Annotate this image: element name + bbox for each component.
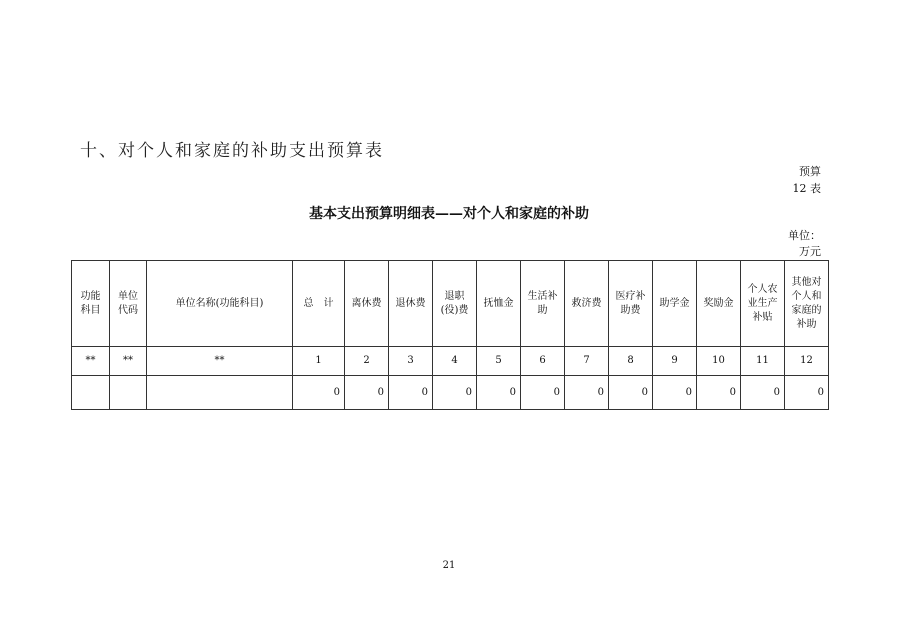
data-cell: 0 xyxy=(565,376,609,410)
header-cell: 助学金 xyxy=(653,261,697,347)
header-cell: 退职 (役)费 xyxy=(433,261,477,347)
code-cell: 8 xyxy=(609,347,653,376)
table-number-line2: 12 表 xyxy=(792,182,821,195)
data-cell: 0 xyxy=(293,376,345,410)
data-cell xyxy=(110,376,147,410)
code-cell: ** xyxy=(110,347,147,376)
code-cell: 2 xyxy=(345,347,389,376)
table-row xyxy=(72,376,829,410)
code-cell: 11 xyxy=(741,347,785,376)
code-cell: 9 xyxy=(653,347,697,376)
header-row xyxy=(72,261,829,347)
code-cell: 10 xyxy=(697,347,741,376)
page-number: 21 xyxy=(442,560,456,571)
data-cell: 0 xyxy=(389,376,433,410)
data-cell: 0 xyxy=(741,376,785,410)
data-cell: 0 xyxy=(477,376,521,410)
header-cell: 总 计 xyxy=(293,261,345,347)
section-heading: 十、对个人和家庭的补助支出预算表 xyxy=(80,141,384,161)
data-cell: 0 xyxy=(653,376,697,410)
header-cell: 退休费 xyxy=(389,261,433,347)
code-cell: 3 xyxy=(389,347,433,376)
data-cell: 0 xyxy=(609,376,653,410)
data-cell: 0 xyxy=(345,376,389,410)
table-number-line1: 预算 xyxy=(799,165,821,178)
code-cell: 6 xyxy=(521,347,565,376)
header-cell: 其他对 个人和 家庭的 补助 xyxy=(785,261,829,347)
code-row xyxy=(72,347,829,376)
code-cell: ** xyxy=(72,347,110,376)
data-cell xyxy=(147,376,293,410)
header-cell: 单位名称(功能科目) xyxy=(147,261,293,347)
unit-label-line1: 单位： xyxy=(788,229,821,242)
code-cell: 5 xyxy=(477,347,521,376)
code-cell: 4 xyxy=(433,347,477,376)
header-cell: 离休费 xyxy=(345,261,389,347)
budget-table xyxy=(71,260,829,410)
data-cell: 0 xyxy=(697,376,741,410)
table-title: 基本支出预算明细表——对个人和家庭的补助 xyxy=(309,206,589,222)
header-cell: 功能 科目 xyxy=(72,261,110,347)
code-cell: 1 xyxy=(293,347,345,376)
header-cell: 奖励金 xyxy=(697,261,741,347)
data-cell: 0 xyxy=(785,376,829,410)
unit-label-line2: 万元 xyxy=(799,245,821,258)
data-cell: 0 xyxy=(433,376,477,410)
header-cell: 医疗补 助费 xyxy=(609,261,653,347)
code-cell: 7 xyxy=(565,347,609,376)
code-cell: 12 xyxy=(785,347,829,376)
unit-label xyxy=(788,228,821,260)
header-cell: 生活补 助 xyxy=(521,261,565,347)
header-cell: 救济费 xyxy=(565,261,609,347)
header-cell: 个人农 业生产 补贴 xyxy=(741,261,785,347)
header-cell: 抚恤金 xyxy=(477,261,521,347)
data-cell xyxy=(72,376,110,410)
table-number xyxy=(793,163,822,197)
header-cell: 单位 代码 xyxy=(110,261,147,347)
code-cell: ** xyxy=(147,347,293,376)
data-cell: 0 xyxy=(521,376,565,410)
